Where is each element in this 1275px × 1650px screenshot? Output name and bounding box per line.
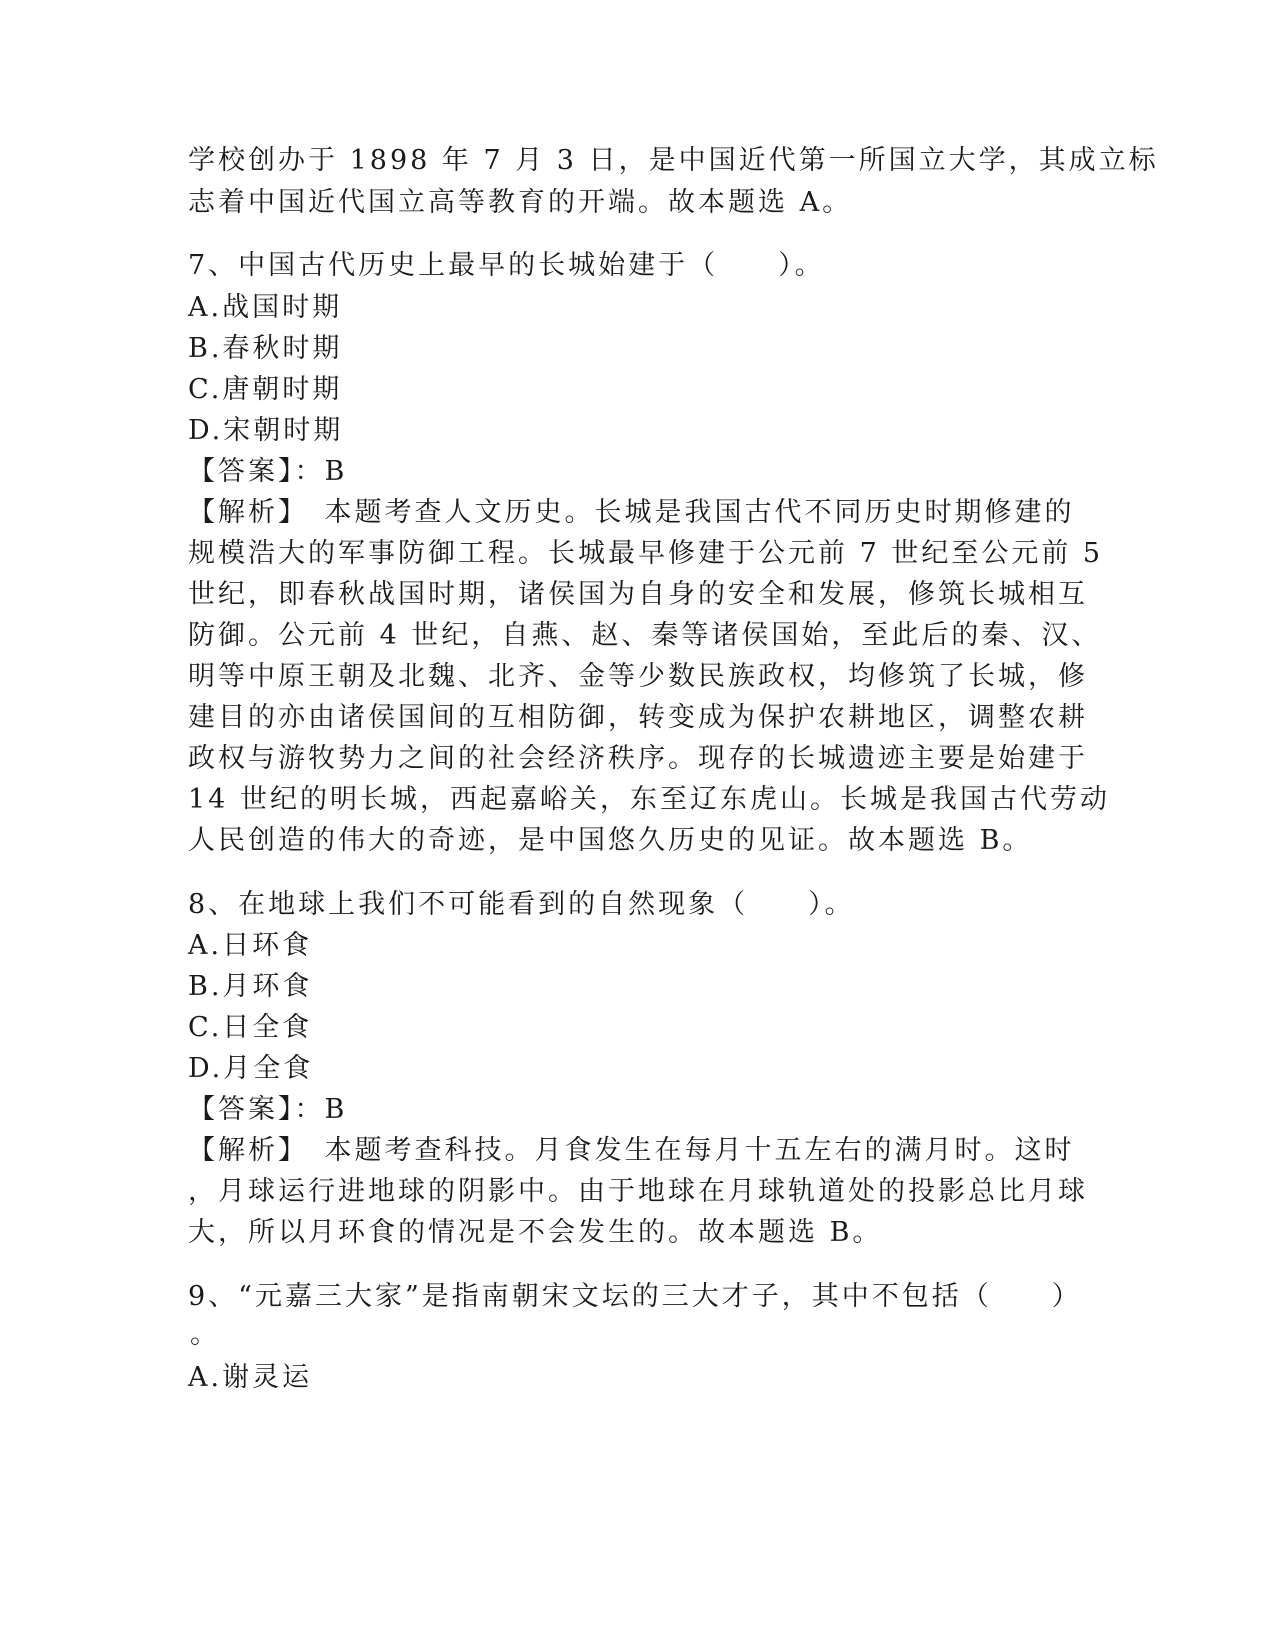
option-c: C.日全食: [188, 1012, 313, 1043]
analysis-7-line: 世纪，即春秋战国时期，诸侯国为自身的安全和发展，修筑长城相互: [188, 579, 1088, 610]
intro-line: 学校创办于 1898 年 7 月 3 日，是中国近代第一所国立大学，其成立标: [188, 145, 1159, 176]
analysis-7-line: 防御。公元前 4 世纪，自燕、赵、秦等诸侯国始，至此后的秦、汉、: [188, 620, 1102, 651]
analysis-8-line: ，月球运行进地球的阴影中。由于地球在月球轨道处的投影总比月球: [188, 1176, 1088, 1207]
question-9-tail: 。: [190, 1319, 220, 1350]
analysis-7-line: 人民创造的伟大的奇迹，是中国悠久历史的见证。故本题选 B。: [188, 825, 1033, 856]
question-9: 9、“元嘉三大家”是指南朝宋文坛的三大才子，其中不包括（ ）: [188, 1281, 1082, 1312]
option-b: B.春秋时期: [188, 333, 343, 364]
option-b: B.月环食: [188, 971, 313, 1002]
analysis-7-line: 规模浩大的军事防御工程。长城最早修建于公元前 7 世纪至公元前 5: [188, 538, 1104, 569]
analysis-7-line: 建目的亦由诸侯国间的互相防御，转变成为保护农耕地区，调整农耕: [188, 702, 1088, 733]
option-c: C.唐朝时期: [188, 374, 343, 405]
option-d: D.月全食: [188, 1053, 314, 1084]
analysis-7-line: 明等中原王朝及北魏、北齐、金等少数民族政权，均修筑了长城，修: [188, 661, 1088, 692]
analysis-7-line: 【解析】 本题考查人文历史。长城是我国古代不同历史时期修建的: [188, 497, 1075, 528]
analysis-8-line: 大，所以月环食的情况是不会发生的。故本题选 B。: [188, 1217, 883, 1248]
question-7: 7、中国古代历史上最早的长城始建于（ ）。: [188, 250, 825, 281]
answer-8: 【答案】：B: [188, 1094, 348, 1125]
analysis-8-line: 【解析】 本题考查科技。月食发生在每月十五左右的满月时。这时: [188, 1135, 1075, 1166]
option-d: D.宋朝时期: [188, 415, 344, 446]
intro-line: 志着中国近代国立高等教育的开端。故本题选 A。: [188, 187, 853, 218]
analysis-7-line: 政权与游牧势力之间的社会经济秩序。现存的长城遗迹主要是始建于: [188, 743, 1088, 774]
answer-7: 【答案】：B: [188, 456, 348, 487]
analysis-7-line: 14 世纪的明长城，西起嘉峪关，东至辽东虎山。长城是我国古代劳动: [188, 784, 1110, 815]
option-a: A.日环食: [188, 930, 313, 961]
question-8: 8、在地球上我们不可能看到的自然现象（ ）。: [188, 889, 855, 920]
option-a: A.战国时期: [188, 292, 343, 323]
option-a: A.谢灵运: [188, 1362, 313, 1393]
